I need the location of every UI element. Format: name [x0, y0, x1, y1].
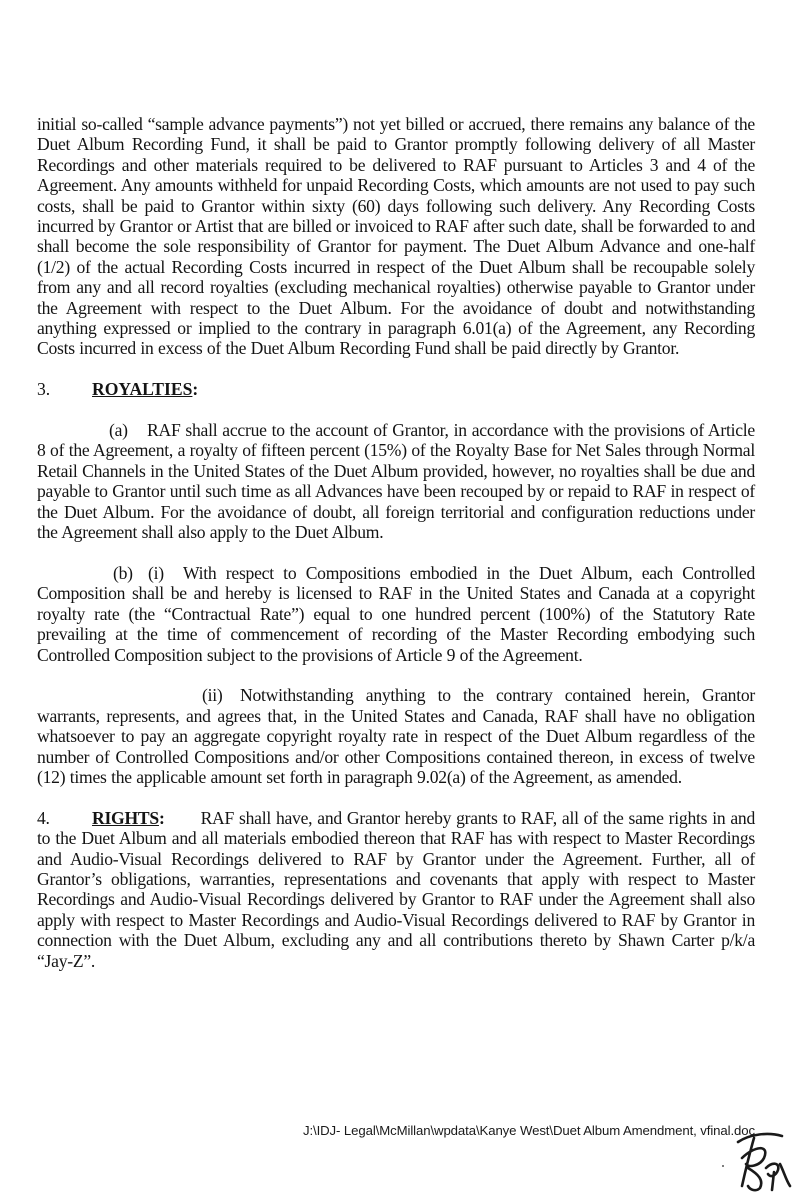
section-3b-label: (b)	[113, 562, 133, 583]
section-4-title: RIGHTS	[92, 807, 159, 828]
section-3b-i-paragraph	[37, 563, 755, 665]
section-4-paragraph	[37, 808, 755, 971]
section-3b-ii-label: (ii)	[202, 685, 223, 706]
section-3b-ii-paragraph	[37, 685, 755, 787]
spacer	[37, 400, 755, 420]
spacer	[37, 359, 755, 379]
section-3b-ii-text: Notwithstanding anything to the contrary contained herein, Grantor warrants, represents, and agrees that, in the United States and Canada, RAF shall have no obligation whatsoever to pay an aggregate copyright royalty rate in respect of the Duet Album regardless of the number of Controlled Compositions and/or other Compositions contained thereon, in excess of twelve (12) times the applicable amount set forth in paragraph 9.02(a) of the Agreement, as amended.	[37, 685, 755, 787]
footer-file-path: J:\IDJ- Legal\McMillan\wpdata\Kanye West\Duet Album Amendment, vfinal.doc	[302, 1123, 755, 1138]
signature-initials-icon	[720, 1128, 792, 1196]
spacer	[37, 665, 755, 685]
document-page	[37, 114, 755, 971]
section-3-colon: :	[192, 379, 199, 400]
section-3a-paragraph	[37, 420, 755, 542]
spacer	[37, 787, 755, 807]
continuation-paragraph: initial so-called “sample advance payments”) not yet billed or accrued, there remains any balance of the Duet Album Recording Fund, it shall be paid to Grantor promptly following delivery of all Master Recordings and other materials required to be delivered to RAF pursuant to Articles 3 and 4 of the Agreement. Any amounts withheld for unpaid Recording Costs, which amounts are not used to pay such costs, shall be paid to Grantor within sixty (60) days following such delivery. Any Recording Costs incurred by Grantor or Artist that are billed or invoiced to RAF after such date, shall be forwarded to and shall become the sole responsibility of Grantor for payment. The Duet Album Advance and one-half (1/2) of the actual Recording Costs incurred in respect of the Duet Album shall be recoupable solely from any and all record royalties (excluding mechanical royalties) otherwise payable to Grantor under the Agreement with respect to the Duet Album. For the avoidance of doubt and notwithstanding anything expressed or implied to the contrary in paragraph 6.01(a) of the Agreement, any Recording Costs incurred in excess of the Duet Album Recording Fund shall be paid directly by Grantor.	[37, 114, 755, 359]
spacer	[37, 543, 755, 563]
section-3a-label: (a)	[109, 420, 128, 441]
section-4-number: 4.	[37, 807, 50, 828]
section-3-title: ROYALTIES	[92, 379, 193, 400]
section-3-number: 3.	[37, 379, 51, 400]
section-4-colon: :	[158, 807, 165, 828]
section-3b-i-label: (i)	[148, 562, 164, 583]
section-3-heading	[37, 379, 755, 399]
section-3b-i-text: With respect to Compositions embodied in the Duet Album, each Controlled Composition shall be and hereby is licensed to RAF in the United States and Canada at a copyright royalty rate (the “Contractual Rate”) equal to one hundred percent (100%) of the Statutory Rate prevailing at the time of commencement of recording of the Master Recording embodying such Controlled Composition subject to the provisions of Article 9 of the Agreement.	[37, 562, 755, 665]
section-3a-text: RAF shall accrue to the account of Grantor, in accordance with the provisions of Article 8 of the Agreement, a royalty of fifteen percent (15%) of the Royalty Base for Net Sales through Normal Retail Channels in the United States of the Duet Album provided, however, no royalties shall be due and payable to Grantor until such time as all Advances have been recouped by or repaid to RAF in respect of the Duet Album. For the avoidance of doubt, all foreign territorial and configuration reductions under the Agreement shall also apply to the Duet Album.	[37, 420, 755, 543]
section-4-text: RAF shall have, and Grantor hereby grants to RAF, all of the same rights in and to the Duet Album and all materials embodied thereon that RAF has with respect to Master Recordings and Audio-Visual Recordings delivered to RAF by Grantor under the Agreement. Further, all of Grantor’s obligations, warranties, representations and covenants that apply with respect to Master Recordings and Audio-Visual Recordings delivered by Grantor to RAF under the Agreement shall also apply with respect to Master Recordings and Audio-Visual Recordings delivered to RAF by Grantor in connection with the Duet Album, excluding any and all contributions thereto by Shawn Carter p/k/a “Jay-Z”.	[37, 807, 755, 971]
